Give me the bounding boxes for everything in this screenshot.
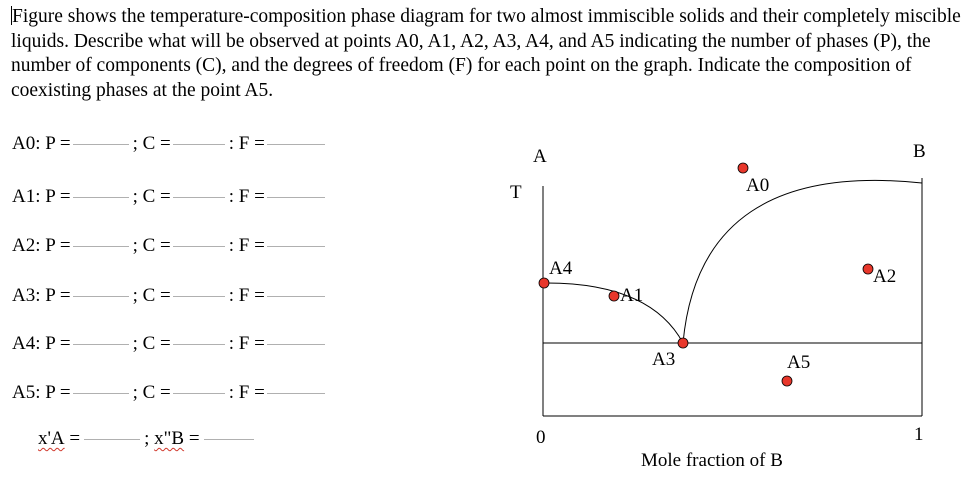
x-tick-max: 1 <box>914 424 924 445</box>
xb-label: x"B <box>154 428 185 449</box>
f-label: : F = <box>228 186 265 207</box>
c-label: ; C = <box>132 382 171 403</box>
p-label: A3: P = <box>12 285 71 306</box>
p-label: A2: P = <box>12 235 71 256</box>
p-label: A4: P = <box>12 333 71 354</box>
f-label: : F = <box>228 333 265 354</box>
c-label: ; C = <box>132 133 171 154</box>
point-a3 <box>678 338 688 348</box>
component-b-label: B <box>913 141 926 162</box>
point-label-a5: A5 <box>787 352 811 373</box>
point-label-a4: A4 <box>549 258 573 279</box>
xa-equals: = <box>64 428 81 449</box>
temperature-axis-label: T <box>510 182 522 203</box>
c-label: ; C = <box>132 285 171 306</box>
f-label: : F = <box>228 235 265 256</box>
point-a5 <box>782 376 792 386</box>
point-a0 <box>738 163 748 173</box>
x-tick-min: 0 <box>536 427 546 448</box>
p-label: A1: P = <box>12 186 71 207</box>
point-label-a0: A0 <box>746 175 770 196</box>
f-label: : F = <box>228 133 265 154</box>
xa-label: x'A <box>38 428 65 449</box>
f-label: : F = <box>228 382 265 403</box>
xb-equals: = <box>184 428 200 449</box>
c-label: ; C = <box>132 333 171 354</box>
xb-separator: ; <box>144 428 155 449</box>
point-a2 <box>863 264 873 274</box>
liquidus-curve-right <box>683 180 922 343</box>
point-a1 <box>609 291 619 301</box>
question-body: Figure shows the temperature-composition phase diagram for two almost immiscible solids and their completely miscible liquids. Describe what will be observed at points A0, A1, A2, A3, A4, and A5 indicating the number of phases (P), the number of components (C), and the degrees of freedom (F) for each point on the graph. Indicate the composition of coexisting phases at the point A5. <box>11 6 961 101</box>
p-label: A5: P = <box>12 382 71 403</box>
point-markers <box>539 163 873 386</box>
p-label: A0: P = <box>12 133 71 154</box>
point-label-a2: A2 <box>873 266 897 287</box>
f-label: : F = <box>228 285 265 306</box>
c-label: ; C = <box>132 186 171 207</box>
x-axis-label: Mole fraction of B <box>641 450 783 471</box>
point-label-a1: A1 <box>620 285 644 306</box>
point-a4 <box>539 278 549 288</box>
c-label: ; C = <box>132 235 171 256</box>
point-label-a3: A3 <box>652 349 676 370</box>
component-a-label: A <box>533 146 547 167</box>
